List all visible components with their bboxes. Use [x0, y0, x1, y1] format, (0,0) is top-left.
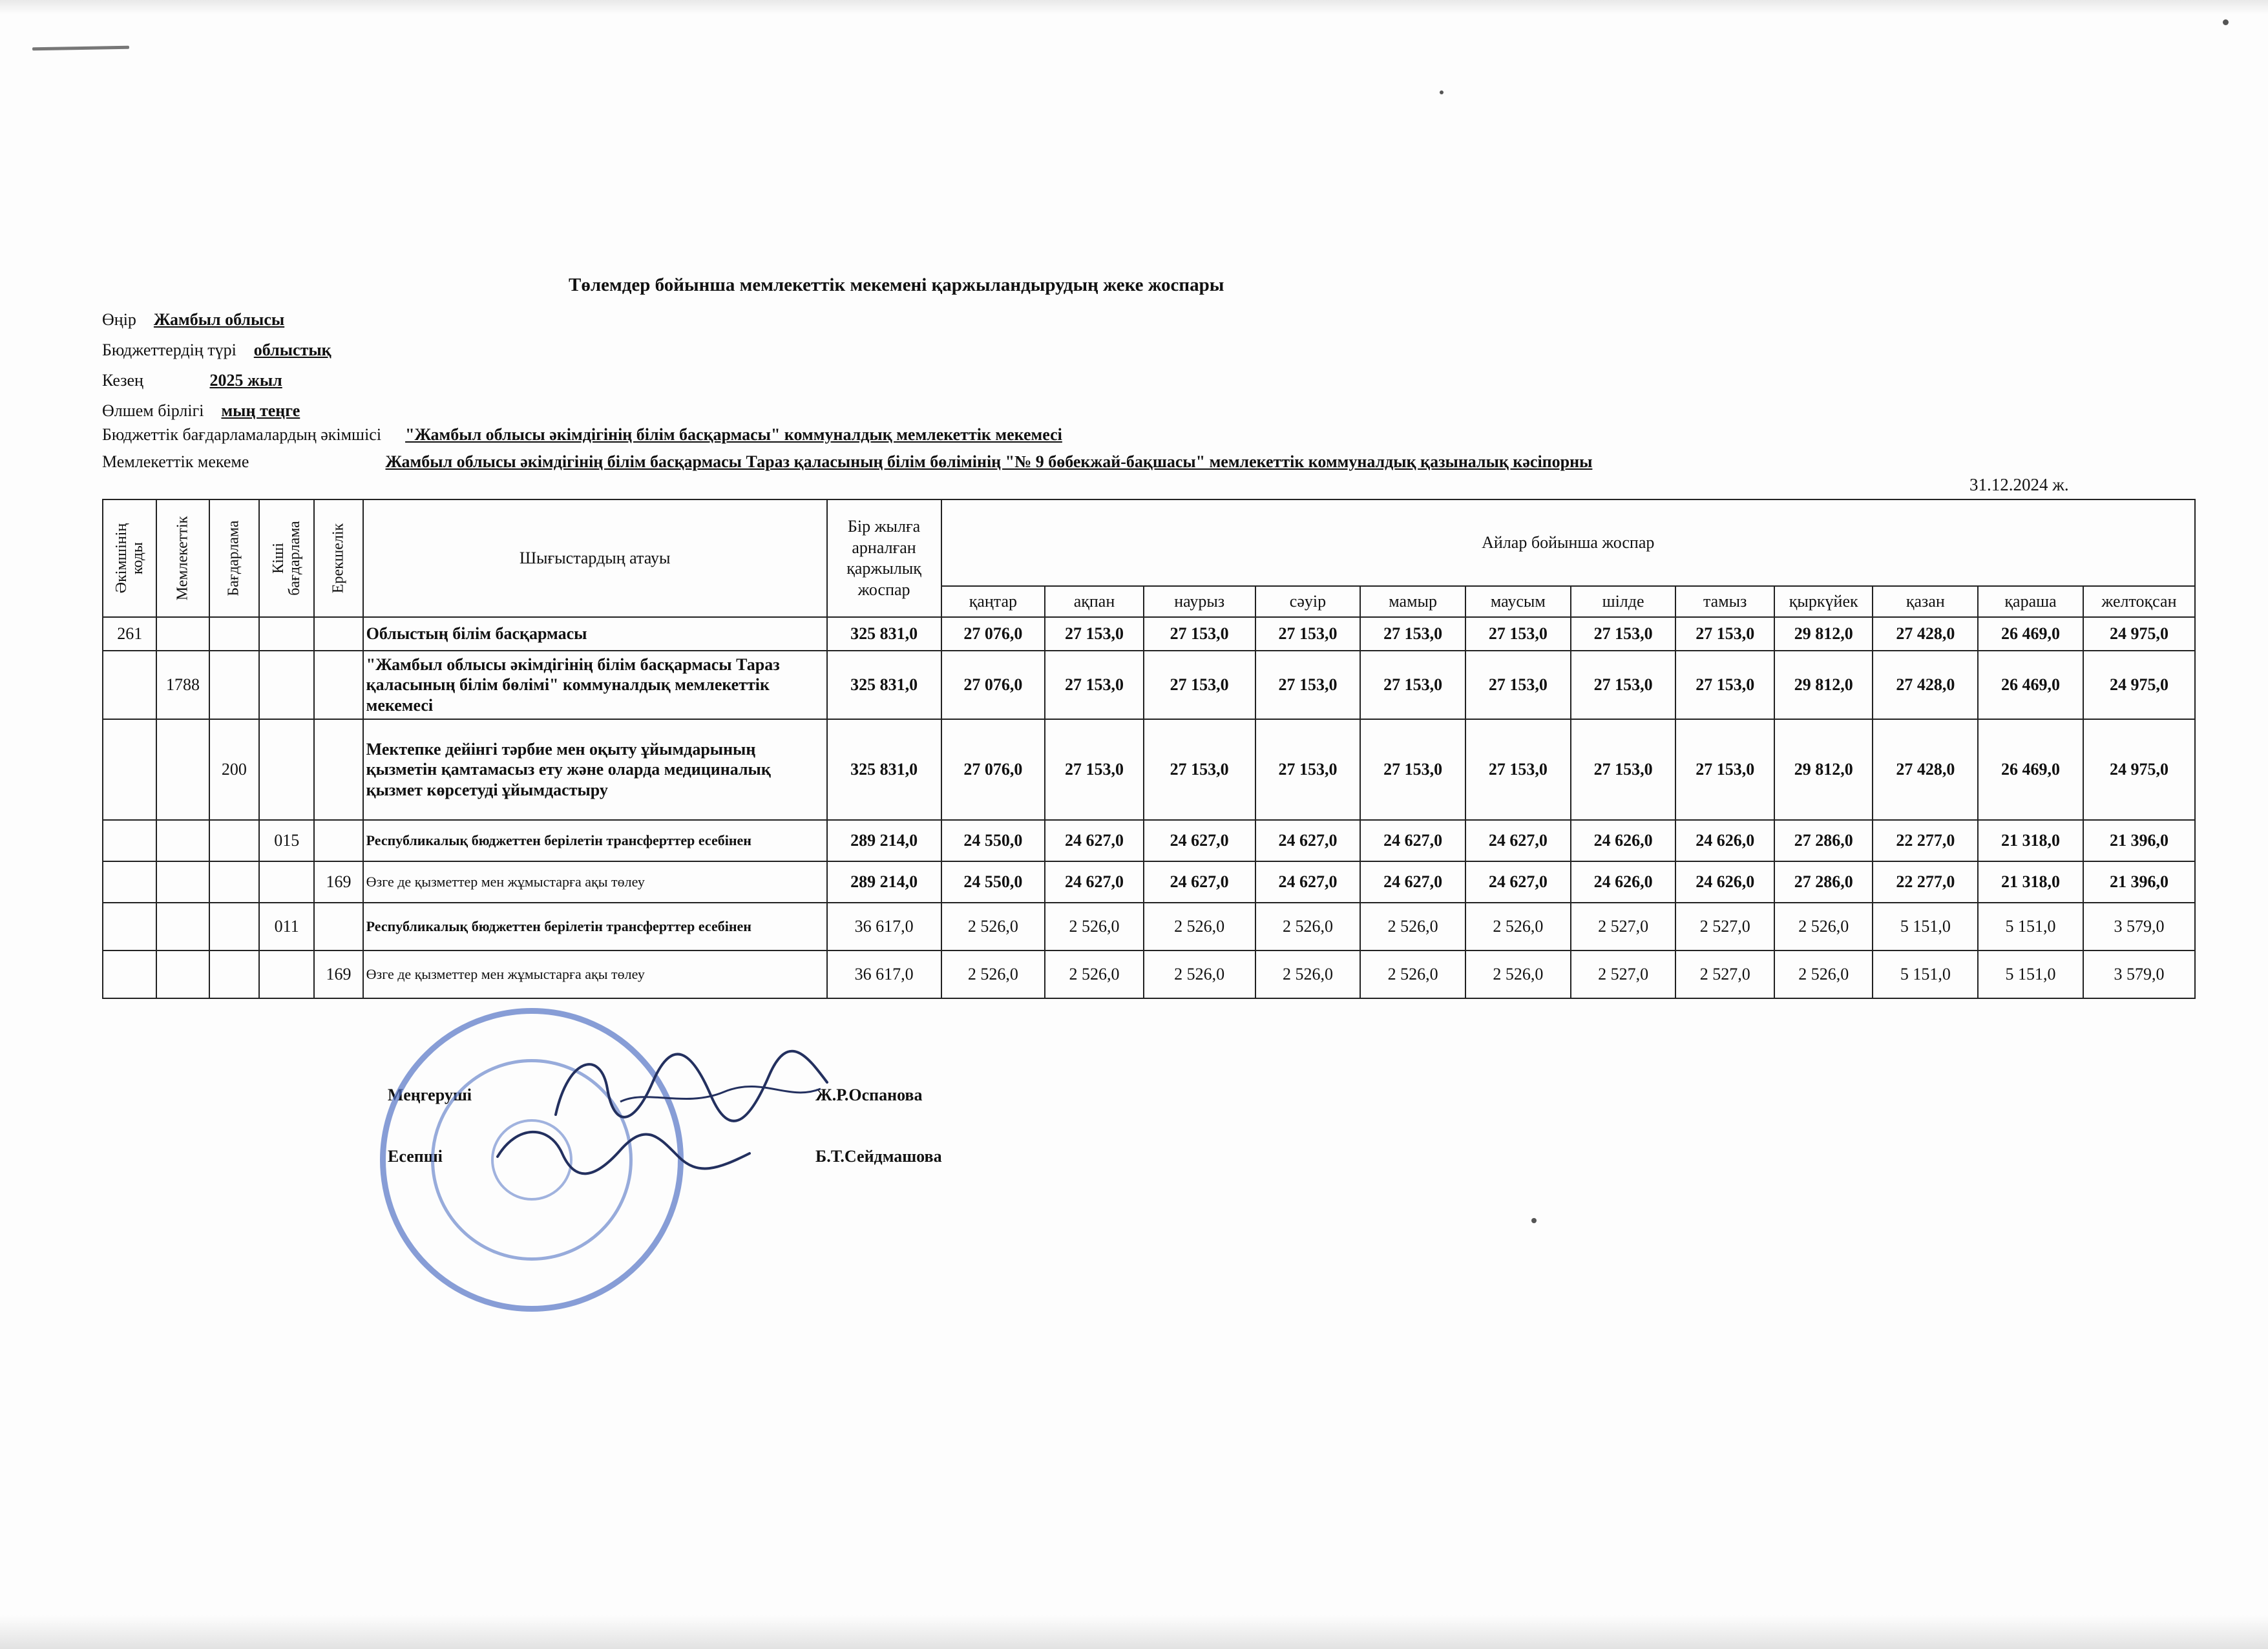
month-value-cell: 21 396,0 [2083, 861, 2195, 903]
month-value-cell: 22 277,0 [1873, 861, 1978, 903]
month-value-cell: 27 153,0 [1675, 617, 1774, 651]
month-value-cell: 27 153,0 [1255, 651, 1361, 719]
month-value-cell: 2 527,0 [1571, 951, 1676, 998]
expense-name-cell: Өзге де қызметтер мен жұмыстарға ақы төлеу [363, 861, 827, 903]
meta-institution-value: Жамбыл облысы әкімдігінің білім басқармасы Тараз қаласының білім бөлімінің "№ 9 бөбекжай-бақшасы" мемлекеттік коммуналдық қазыналық кәсіпорны [385, 452, 1593, 471]
month-value-cell: 27 153,0 [1045, 651, 1144, 719]
header-specific [314, 499, 362, 617]
scan-edge-bottom [0, 1615, 2268, 1649]
month-value-cell: 27 153,0 [1360, 617, 1465, 651]
month-value-cell: 27 153,0 [1360, 719, 1465, 820]
header-month: наурыз [1144, 586, 1255, 617]
table-row [103, 951, 2195, 998]
month-value-cell: 27 153,0 [1675, 719, 1774, 820]
expense-name-cell: Өзге де қызметтер мен жұмыстарға ақы төлеу [363, 951, 827, 998]
annual-total-cell: 325 831,0 [827, 719, 941, 820]
code-cell [209, 651, 259, 719]
month-value-cell: 27 153,0 [1571, 719, 1676, 820]
code-cell [103, 820, 156, 861]
code-cell [156, 719, 209, 820]
table-row [103, 617, 2195, 651]
month-value-cell: 2 527,0 [1571, 903, 1676, 951]
code-cell [209, 951, 259, 998]
table-header-row [103, 499, 2195, 586]
month-value-cell: 2 527,0 [1675, 903, 1774, 951]
month-value-cell: 2 526,0 [1360, 951, 1465, 998]
header-monthly-plan: Айлар бойынша жоспар [941, 499, 2195, 586]
month-value-cell: 24 550,0 [941, 820, 1045, 861]
month-value-cell: 26 469,0 [1978, 651, 2083, 719]
code-cell [209, 861, 259, 903]
code-cell [103, 951, 156, 998]
annual-total-cell: 36 617,0 [827, 951, 941, 998]
accountant-name: Б.Т.Сейдмашова [815, 1147, 942, 1166]
header-month: шілде [1571, 586, 1676, 617]
month-value-cell: 24 626,0 [1571, 820, 1676, 861]
code-cell [156, 617, 209, 651]
code-cell: 169 [314, 861, 362, 903]
month-value-cell: 24 975,0 [2083, 719, 2195, 820]
expense-name-cell: Республикалық бюджеттен берілетін трансферттер есебінен [363, 820, 827, 861]
header-month: қыркүйек [1774, 586, 1873, 617]
expense-name-cell: Облыстың білім басқармасы [363, 617, 827, 651]
month-value-cell: 27 153,0 [1255, 719, 1361, 820]
code-cell [156, 861, 209, 903]
meta-budget-type-label: Бюджеттердің түрі [102, 341, 236, 359]
month-value-cell: 2 526,0 [1045, 951, 1144, 998]
header-admin-code-label: Әкімшінің коды [112, 523, 146, 594]
month-value-cell: 27 153,0 [1144, 719, 1255, 820]
financing-plan-table [102, 499, 2196, 999]
code-cell [156, 951, 209, 998]
meta-region-label: Өңір [102, 310, 136, 329]
month-value-cell: 24 975,0 [2083, 617, 2195, 651]
code-cell [259, 951, 314, 998]
code-cell: 200 [209, 719, 259, 820]
scan-dot [2223, 19, 2229, 25]
month-value-cell: 26 469,0 [1978, 719, 2083, 820]
month-value-cell: 2 526,0 [1144, 951, 1255, 998]
month-value-cell: 2 526,0 [941, 903, 1045, 951]
code-cell [314, 617, 362, 651]
month-value-cell: 27 153,0 [1144, 617, 1255, 651]
code-cell [259, 719, 314, 820]
month-value-cell: 24 627,0 [1144, 820, 1255, 861]
meta-admin [102, 425, 1062, 445]
annual-total-cell: 289 214,0 [827, 820, 941, 861]
month-value-cell: 2 526,0 [1774, 903, 1873, 951]
code-cell [314, 651, 362, 719]
meta-period [102, 371, 282, 390]
month-value-cell: 2 526,0 [1465, 903, 1571, 951]
header-month: мамыр [1360, 586, 1465, 617]
code-cell [259, 861, 314, 903]
scan-dot [1440, 90, 1444, 94]
month-value-cell: 2 526,0 [1045, 903, 1144, 951]
month-value-cell: 24 626,0 [1571, 861, 1676, 903]
month-value-cell: 27 153,0 [1465, 651, 1571, 719]
month-value-cell: 27 153,0 [1045, 719, 1144, 820]
month-value-cell: 27 076,0 [941, 651, 1045, 719]
header-month: желтоқсан [2083, 586, 2195, 617]
meta-budget-type [102, 341, 331, 360]
code-cell [156, 903, 209, 951]
header-specific-label: Ерекшелік [330, 523, 347, 594]
header-annual-plan: Бір жылға арналған қаржылық жоспар [827, 499, 941, 617]
month-value-cell: 26 469,0 [1978, 617, 2083, 651]
accountant-label: Есепші [388, 1147, 443, 1166]
month-value-cell: 27 153,0 [1675, 651, 1774, 719]
header-state-label: Мемлекеттік [174, 516, 191, 601]
meta-unit [102, 401, 300, 421]
meta-period-label: Кезең [102, 371, 143, 390]
month-value-cell: 2 527,0 [1675, 951, 1774, 998]
month-value-cell: 5 151,0 [1978, 951, 2083, 998]
code-cell [209, 820, 259, 861]
document-date: 31.12.2024 ж. [1969, 475, 2069, 494]
document-title: Төлемдер бойынша мемлекеттік мекемені қаржыландырудың жеке жоспары [569, 275, 1224, 295]
code-cell [209, 617, 259, 651]
month-value-cell: 27 286,0 [1774, 820, 1873, 861]
code-cell [156, 820, 209, 861]
scan-edge-top [0, 0, 2268, 14]
month-value-cell: 27 153,0 [1465, 719, 1571, 820]
month-value-cell: 2 526,0 [1255, 951, 1361, 998]
month-value-cell: 27 153,0 [1045, 617, 1144, 651]
expense-name-cell: Мектепке дейінгі тәрбие мен оқыту ұйымдарының қызметін қамтамасыз ету және оларда медициналық қызмет көрсетуді ұйымдастыру [363, 719, 827, 820]
meta-admin-label: Бюджеттік бағдарламалардың әкімшісі [102, 425, 382, 444]
header-month: қазан [1873, 586, 1978, 617]
annual-total-cell: 325 831,0 [827, 651, 941, 719]
meta-region [102, 310, 284, 330]
code-cell [209, 903, 259, 951]
month-value-cell: 2 526,0 [1255, 903, 1361, 951]
expense-name-cell: "Жамбыл облысы әкімдігінің білім басқармасы Тараз қаласының білім бөлімі" коммуналдық мемлекеттік мекемесі [363, 651, 827, 719]
month-value-cell: 24 627,0 [1360, 861, 1465, 903]
code-cell [103, 651, 156, 719]
table-row [103, 651, 2195, 719]
meta-budget-type-value: облыстық [253, 341, 331, 359]
header-program-label: Бағдарлама [225, 520, 242, 596]
month-value-cell: 21 318,0 [1978, 861, 2083, 903]
month-value-cell: 27 286,0 [1774, 861, 1873, 903]
code-cell: 1788 [156, 651, 209, 719]
month-value-cell: 29 812,0 [1774, 617, 1873, 651]
month-value-cell: 27 153,0 [1144, 651, 1255, 719]
header-month: тамыз [1675, 586, 1774, 617]
code-cell: 015 [259, 820, 314, 861]
code-cell: 011 [259, 903, 314, 951]
code-cell [259, 617, 314, 651]
month-value-cell: 3 579,0 [2083, 951, 2195, 998]
scan-mark [32, 46, 129, 51]
head-label: Меңгеруші [388, 1086, 472, 1104]
month-value-cell: 24 626,0 [1675, 820, 1774, 861]
month-value-cell: 24 627,0 [1045, 820, 1144, 861]
month-value-cell: 21 318,0 [1978, 820, 2083, 861]
month-value-cell: 27 428,0 [1873, 617, 1978, 651]
code-cell [259, 651, 314, 719]
month-value-cell: 2 526,0 [1774, 951, 1873, 998]
month-value-cell: 21 396,0 [2083, 820, 2195, 861]
header-month: ақпан [1045, 586, 1144, 617]
month-value-cell: 24 627,0 [1255, 820, 1361, 861]
month-value-cell: 27 153,0 [1571, 617, 1676, 651]
month-value-cell: 24 627,0 [1144, 861, 1255, 903]
month-value-cell: 24 627,0 [1465, 820, 1571, 861]
header-month: маусым [1465, 586, 1571, 617]
month-value-cell: 22 277,0 [1873, 820, 1978, 861]
month-value-cell: 2 526,0 [941, 951, 1045, 998]
month-value-cell: 2 526,0 [1144, 903, 1255, 951]
header-state [156, 499, 209, 617]
meta-admin-value: "Жамбыл облысы әкімдігінің білім басқармасы" коммуналдық мемлекеттік мекемесі [405, 425, 1062, 444]
header-month: сәуір [1255, 586, 1361, 617]
header-program [209, 499, 259, 617]
accountant-signature [491, 1118, 762, 1189]
month-value-cell: 24 627,0 [1360, 820, 1465, 861]
code-cell: 261 [103, 617, 156, 651]
table-row [103, 903, 2195, 951]
month-value-cell: 29 812,0 [1774, 651, 1873, 719]
meta-institution-label: Мемлекеттік мекеме [102, 452, 249, 471]
month-value-cell: 27 076,0 [941, 617, 1045, 651]
expense-name-cell: Республикалық бюджеттен берілетін трансферттер есебінен [363, 903, 827, 951]
month-value-cell: 24 550,0 [941, 861, 1045, 903]
month-value-cell: 24 975,0 [2083, 651, 2195, 719]
month-value-cell: 5 151,0 [1873, 951, 1978, 998]
month-value-cell: 24 627,0 [1255, 861, 1361, 903]
month-value-cell: 27 153,0 [1360, 651, 1465, 719]
meta-period-value: 2025 жыл [209, 371, 282, 390]
month-value-cell: 27 076,0 [941, 719, 1045, 820]
header-subprogram [259, 499, 314, 617]
annual-total-cell: 289 214,0 [827, 861, 941, 903]
code-cell [103, 861, 156, 903]
meta-region-value: Жамбыл облысы [153, 310, 285, 329]
code-cell: 169 [314, 951, 362, 998]
scan-dot [1531, 1218, 1537, 1223]
month-value-cell: 27 153,0 [1465, 617, 1571, 651]
annual-total-cell: 36 617,0 [827, 903, 941, 951]
header-month: қараша [1978, 586, 2083, 617]
header-admin-code [103, 499, 156, 617]
meta-unit-label: Өлшем бірлігі [102, 401, 204, 420]
month-value-cell: 29 812,0 [1774, 719, 1873, 820]
header-month: қаңтар [941, 586, 1045, 617]
month-value-cell: 27 153,0 [1255, 617, 1361, 651]
header-expense-name: Шығыстардың атауы [363, 499, 827, 617]
month-value-cell: 27 428,0 [1873, 719, 1978, 820]
code-cell [314, 903, 362, 951]
code-cell [314, 820, 362, 861]
code-cell [103, 719, 156, 820]
header-subprogram-label: Кіші бағдарлама [269, 521, 303, 596]
meta-institution [102, 452, 1592, 472]
table-row [103, 861, 2195, 903]
month-value-cell: 2 526,0 [1465, 951, 1571, 998]
month-value-cell: 2 526,0 [1360, 903, 1465, 951]
table-row [103, 820, 2195, 861]
head-name: Ж.Р.Оспанова [815, 1086, 923, 1104]
table-row [103, 719, 2195, 820]
month-value-cell: 24 627,0 [1465, 861, 1571, 903]
code-cell [103, 903, 156, 951]
month-value-cell: 27 153,0 [1571, 651, 1676, 719]
meta-unit-value: мың теңге [221, 401, 300, 420]
month-value-cell: 3 579,0 [2083, 903, 2195, 951]
month-value-cell: 5 151,0 [1978, 903, 2083, 951]
annual-total-cell: 325 831,0 [827, 617, 941, 651]
code-cell [314, 719, 362, 820]
month-value-cell: 27 428,0 [1873, 651, 1978, 719]
month-value-cell: 24 626,0 [1675, 861, 1774, 903]
month-value-cell: 5 151,0 [1873, 903, 1978, 951]
month-value-cell: 24 627,0 [1045, 861, 1144, 903]
